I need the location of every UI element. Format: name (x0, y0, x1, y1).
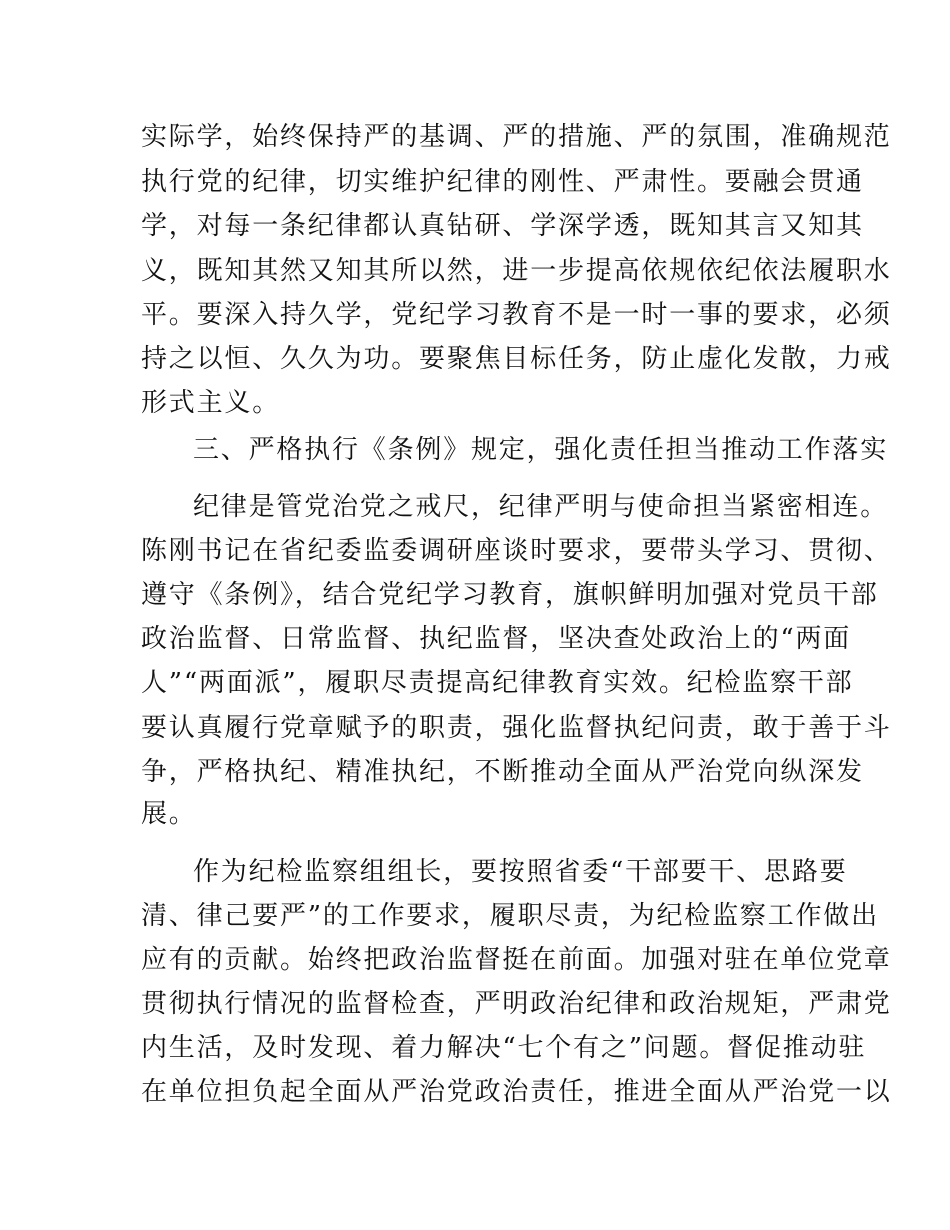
body-line: 义，既知其然又知其所以然，进一步提高依规依纪依法履职水 (141, 256, 892, 286)
body-line: 政治监督、日常监督、执纪监督，坚决查处政治上的“两面 (141, 624, 852, 654)
body-line: 平。要深入持久学，党纪学习教育不是一时一事的要求，必须 (141, 300, 892, 330)
section-heading: 三、严格执行《条例》规定，强化责任担当推动工作落实 (193, 435, 889, 465)
body-line: 要认真履行党章赋予的职责，强化监督执纪问责，敢于善于斗 (141, 713, 892, 743)
body-line: 形式主义。 (141, 388, 281, 418)
body-line: 持之以恒、久久为功。要聚焦目标任务，防止虚化发散，力戒 (141, 344, 892, 374)
body-line: 展。 (141, 799, 197, 829)
body-line: 作为纪检监察组组长，要按照省委“干部要干、思路要 (193, 857, 848, 887)
body-line: 应有的贡献。始终把政治监督挺在前面。加强对驻在单位党章 (141, 945, 892, 975)
body-line: 陈刚书记在省纪委监委调研座谈时要求，要带头学习、贯彻、 (141, 536, 892, 566)
body-line: 争，严格执纪、精准执纪，不断推动全面从严治党向纵深发 (141, 757, 864, 787)
body-line: 贯彻执行情况的监督检查，严明政治纪律和政治规矩，严肃党 (141, 989, 892, 1019)
body-line: 纪律是管党治党之戒尺，纪律严明与使命担当紧密相连。 (193, 492, 889, 522)
body-line: 执行党的纪律，切实维护纪律的刚性、严肃性。要融会贯通 (141, 167, 864, 197)
body-line: 内生活，及时发现、着力解决“七个有之”问题。督促推动驻 (141, 1033, 867, 1063)
body-line: 在单位担负起全面从严治党政治责任，推进全面从严治党一以 (141, 1077, 892, 1107)
body-line: 人”“两面派”，履职尽责提高纪律教育实效。纪检监察干部 (141, 668, 854, 698)
body-line: 学，对每一条纪律都认真钻研、学深学透，既知其言又知其 (141, 211, 864, 241)
body-line: 清、律己要严”的工作要求，履职尽责，为纪检监察工作做出 (141, 901, 879, 931)
body-line: 遵守《条例》，结合党纪学习教育，旗帜鲜明加强对党员干部 (141, 580, 879, 610)
body-line: 实际学，始终保持严的基调、严的措施、严的氛围，准确规范 (141, 122, 892, 152)
